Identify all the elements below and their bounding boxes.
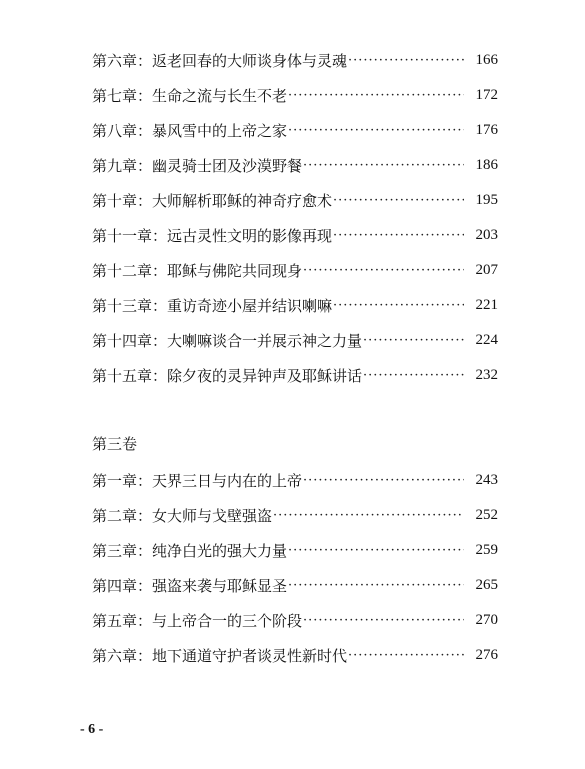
toc-entry[interactable] [92,253,498,288]
toc-section-continued [92,43,498,393]
toc-entry-title: 第十一章：远古灵性文明的影像再现 [92,227,333,245]
dot-leader [333,228,464,243]
toc-section-volume-3 [92,463,498,673]
dot-leader [288,543,464,558]
toc-entry[interactable] [92,323,498,358]
toc-entry-page: 224 [475,332,498,348]
volume-heading: 第三卷 [92,435,138,453]
toc-entry-title: 第十五章：除夕夜的灵异钟声及耶稣讲话 [92,367,363,385]
toc-entry-page: 243 [475,472,498,488]
toc-entry-page: 259 [475,542,498,558]
dot-leader [303,613,464,628]
dot-leader [333,193,464,208]
toc-entry[interactable] [92,498,498,533]
page-number: - 6 - [80,722,104,737]
dot-leader [273,508,464,523]
dot-leader [288,578,464,593]
toc-entry-page: 166 [475,52,498,68]
toc-entry-title: 第十章：大师解析耶稣的神奇疗愈术 [92,192,333,210]
dot-leader [333,298,464,313]
toc-entry-title: 第十四章：大喇嘛谈合一并展示神之力量 [92,332,363,350]
toc-entry-page: 265 [475,577,498,593]
toc-entry[interactable] [92,288,498,323]
dot-leader [303,473,464,488]
dot-leader [303,263,464,278]
dot-leader [348,648,464,663]
toc-entry-page: 232 [475,367,498,383]
toc-entry-title: 第六章：地下通道守护者谈灵性新时代 [92,647,348,665]
toc-entry-page: 252 [475,507,498,523]
toc-entry[interactable] [92,78,498,113]
toc-entry-title: 第六章：返老回春的大师谈身体与灵魂 [92,52,348,70]
dot-leader [348,53,464,68]
toc-entry[interactable] [92,638,498,673]
toc-entry[interactable] [92,183,498,218]
toc-entry-page: 221 [475,297,498,313]
dot-leader [363,368,464,383]
toc-entry-page: 207 [475,262,498,278]
toc-entry-page: 176 [475,122,498,138]
toc-entry-title: 第四章：强盗来袭与耶稣显圣 [92,577,288,595]
toc-entry-title: 第二章：女大师与戈壁强盗 [92,507,273,525]
toc-entry[interactable] [92,603,498,638]
toc-entry-page: 195 [475,192,498,208]
toc-entry-title: 第一章：天界三日与内在的上帝 [92,472,303,490]
toc-entry-page: 172 [475,87,498,103]
toc-entry-title: 第十二章：耶稣与佛陀共同现身 [92,262,303,280]
toc-entry-page: 186 [475,157,498,173]
toc-entry[interactable] [92,148,498,183]
toc-entry-title: 第十三章：重访奇迹小屋并结识喇嘛 [92,297,333,315]
toc-entry[interactable] [92,43,498,78]
toc-entry[interactable] [92,463,498,498]
toc-entry[interactable] [92,568,498,603]
toc-entry-title: 第三章：纯净白光的强大力量 [92,542,288,560]
toc-entry[interactable] [92,218,498,253]
dot-leader [363,333,464,348]
toc-entry[interactable] [92,113,498,148]
toc-entry-title: 第八章：暴风雪中的上帝之家 [92,122,288,140]
dot-leader [303,158,464,173]
toc-entry-title: 第九章：幽灵骑士团及沙漠野餐 [92,157,303,175]
toc-entry-page: 270 [475,612,498,628]
toc-entry-page: 203 [475,227,498,243]
dot-leader [288,123,464,138]
toc-entry-title: 第七章：生命之流与长生不老 [92,87,288,105]
toc-entry-page: 276 [475,647,498,663]
toc-entry[interactable] [92,533,498,568]
dot-leader [288,88,464,103]
toc-entry-title: 第五章：与上帝合一的三个阶段 [92,612,303,630]
toc-entry[interactable] [92,358,498,393]
